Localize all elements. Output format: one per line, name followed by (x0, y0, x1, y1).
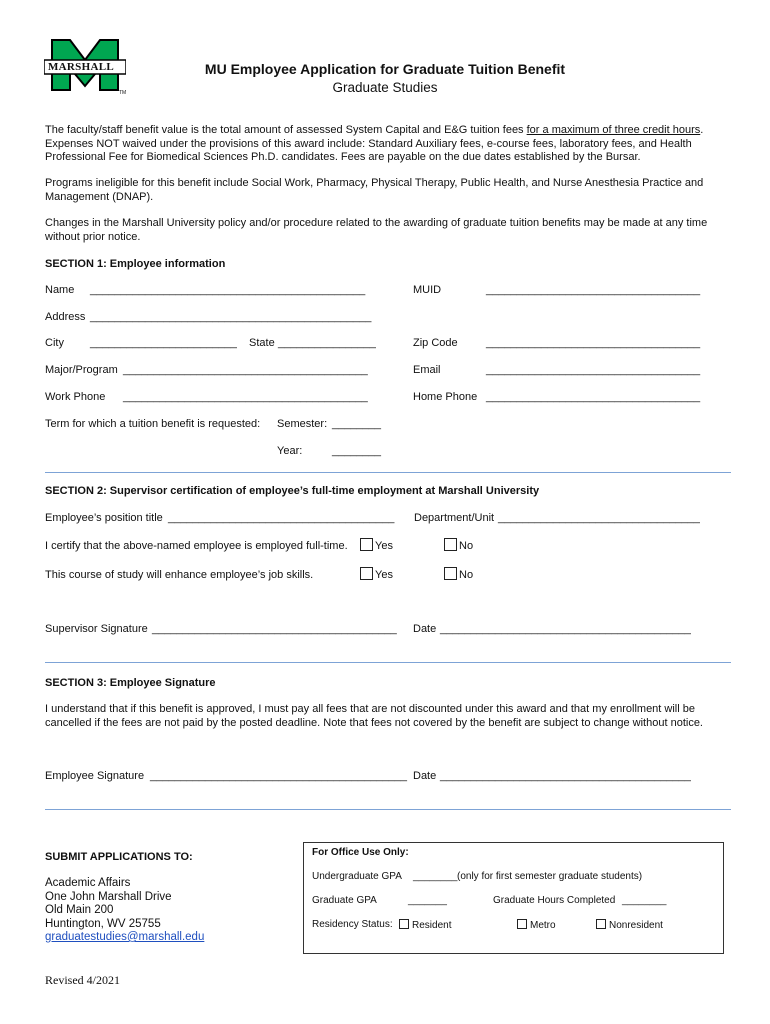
home-phone-label: Home Phone (413, 391, 478, 403)
state-field[interactable]: ________________ (278, 337, 376, 349)
name-field[interactable]: _____________________________________________ (90, 284, 366, 296)
checkbox-icon[interactable] (444, 538, 457, 551)
submit-address (45, 877, 204, 945)
section3-heading: SECTION 3: Employee Signature (45, 677, 216, 689)
certify-fulltime-text: I certify that the above-named employee is employed full-time. (45, 540, 348, 552)
yes-label: Yes (375, 569, 393, 581)
section1-heading: SECTION 1: Employee information (45, 258, 226, 270)
work-phone-label: Work Phone (45, 391, 106, 403)
supervisor-signature-field[interactable]: ________________________________________ (152, 623, 397, 635)
email-label: Email (413, 364, 441, 376)
hours-completed-label: Graduate Hours Completed (493, 895, 616, 906)
name-label: Name (45, 284, 75, 296)
major-label: Major/Program (45, 364, 118, 376)
office-use-box (303, 842, 724, 954)
section2-heading: SECTION 2: Supervisor certification of employee’s full-time employment at Marshall University (45, 485, 540, 497)
undergrad-gpa-field[interactable]: ________ (413, 871, 458, 882)
email-field[interactable]: ___________________________________ (486, 364, 701, 376)
metro-label: Metro (530, 920, 556, 931)
certify-no-option[interactable] (444, 538, 473, 552)
submit-heading: SUBMIT APPLICATIONS TO: (45, 851, 193, 863)
term-label: Term for which a tuition benefit is requested: (45, 418, 261, 430)
undergrad-gpa-label: Undergraduate GPA (312, 871, 402, 882)
logo-trademark: TM (119, 90, 127, 96)
office-use-heading: For Office Use Only: (312, 847, 409, 858)
semester-label: Semester: (277, 418, 328, 430)
page-title: MU Employee Application for Graduate Tuition Benefit (204, 61, 566, 77)
intro-p1-end: . Expenses NOT waived under the provisions of this award include: Standard Auxiliary fees, e-course fees, laboratory fees, and Health Professional Fee for Biomedical Sciences Ph.D. candidates. Fees are payable on the due dates established by the Bursar. (45, 124, 704, 163)
position-title-field[interactable]: _____________________________________ (168, 512, 395, 524)
page-subtitle: Graduate Studies (332, 80, 438, 95)
supervisor-date-field[interactable]: _________________________________________ (440, 623, 691, 635)
zip-label: Zip Code (413, 337, 458, 349)
supervisor-signature-label: Supervisor Signature (45, 623, 148, 635)
home-phone-field[interactable]: ___________________________________ (486, 391, 701, 403)
resident-label: Resident (412, 920, 452, 931)
year-field[interactable]: ________ (332, 445, 381, 457)
certify-yes-option[interactable] (360, 538, 393, 552)
intro-p1-underlined: for a maximum of three credit hours (526, 124, 701, 136)
state-label: State (249, 337, 275, 349)
divider-section2 (45, 662, 731, 663)
intro-paragraph-policy: Changes in the Marshall University policy and/or procedure related to the awarding of graduate tuition benefits may be made at any time without prior notice. (45, 217, 708, 243)
employee-date-label: Date (413, 770, 437, 782)
graduate-gpa-field[interactable]: _______ (408, 895, 447, 906)
residency-status-label: Residency Status: (312, 919, 393, 930)
major-field[interactable]: ________________________________________ (123, 364, 368, 376)
graduate-gpa-label: Graduate GPA (312, 895, 377, 906)
semester-field[interactable]: ________ (332, 418, 381, 430)
email-link[interactable]: graduatestudies@marshall.edu (45, 931, 205, 943)
undergrad-gpa-note: (only for first semester graduate students) (457, 871, 643, 882)
muid-field[interactable]: ___________________________________ (486, 284, 701, 296)
checkbox-icon[interactable] (517, 919, 527, 929)
address-line: Old Main 200 (45, 904, 114, 916)
checkbox-icon[interactable] (399, 919, 409, 929)
hours-completed-field[interactable]: ________ (622, 895, 667, 906)
metro-option[interactable] (517, 919, 556, 931)
intro-p1-start: The faculty/staff benefit value is the total amount of assessed System Capital and E&G tuition fees (45, 124, 527, 136)
checkbox-icon[interactable] (360, 567, 373, 580)
checkbox-icon[interactable] (444, 567, 457, 580)
work-phone-field[interactable]: ________________________________________ (123, 391, 368, 403)
address-line: One John Marshall Drive (45, 890, 172, 903)
department-field[interactable]: _________________________________ (498, 512, 700, 524)
no-label: No (459, 569, 474, 581)
employee-signature-label: Employee Signature (45, 770, 145, 782)
intro-paragraph-fees (45, 124, 735, 165)
section3-statement: I understand that if this benefit is approved, I must pay all fees that are not discounted under this award and that my enrollment will be cancelled if the fees are not paid by the posted deadline. Note that fees not covered by the benefit are subject to change without notice. (45, 703, 703, 729)
address-line: Academic Affairs (45, 877, 131, 889)
employee-signature-field[interactable]: __________________________________________ (150, 770, 407, 782)
year-label: Year: (277, 445, 303, 457)
position-title-label: Employee’s position title (45, 512, 163, 524)
resident-option[interactable] (399, 919, 451, 931)
divider-section1 (45, 472, 731, 473)
address-line: Huntington, WV 25755 (45, 917, 161, 930)
logo-text: MARSHALL (48, 61, 114, 73)
checkbox-icon[interactable] (596, 919, 606, 929)
divider-section3 (45, 809, 731, 810)
enhance-no-option[interactable] (444, 567, 473, 581)
muid-label: MUID (413, 284, 442, 296)
city-label: City (45, 337, 64, 349)
address-label: Address (45, 311, 86, 323)
nonresident-label: Nonresident (609, 920, 663, 931)
city-field[interactable]: ________________________ (90, 337, 237, 349)
revised-date: Revised 4/2021 (45, 973, 120, 987)
supervisor-date-label: Date (413, 623, 437, 635)
enhance-yes-option[interactable] (360, 567, 393, 581)
enhance-skills-text: This course of study will enhance employee’s job skills. (45, 569, 314, 581)
yes-label: Yes (375, 540, 393, 552)
checkbox-icon[interactable] (360, 538, 373, 551)
employee-date-field[interactable]: _________________________________________ (440, 770, 691, 782)
zip-field[interactable]: ___________________________________ (486, 337, 701, 349)
department-label: Department/Unit (414, 512, 495, 524)
address-field[interactable]: ______________________________________________ (90, 311, 372, 323)
no-label: No (459, 540, 474, 552)
intro-paragraph-ineligible: Programs ineligible for this benefit include Social Work, Pharmacy, Physical Therapy, Public Health, and Nurse Anesthesia Practice and Management (DNAP). (45, 177, 704, 203)
nonresident-option[interactable] (596, 919, 663, 931)
